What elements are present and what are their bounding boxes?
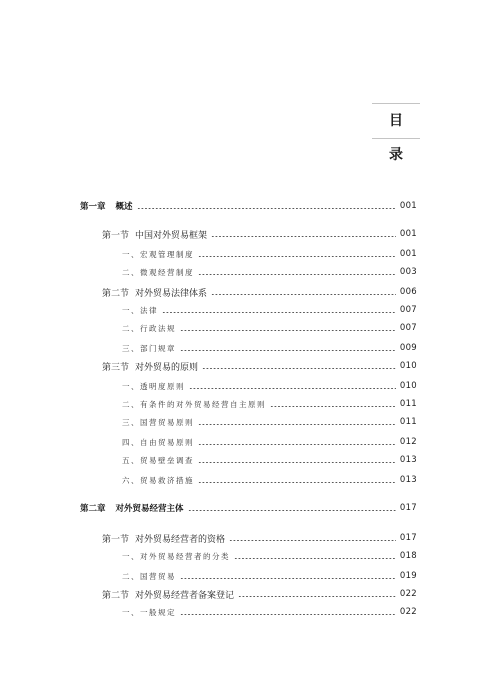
toc-page-number: 010 bbox=[399, 381, 417, 391]
toc-page-number: 001 bbox=[399, 229, 417, 239]
toc-entry-title: 对外贸易经营者的资格 bbox=[135, 534, 226, 545]
toc-page-number: 007 bbox=[399, 323, 417, 333]
toc-entry-label bbox=[122, 437, 194, 448]
toc-page-number: 010 bbox=[399, 361, 417, 371]
toc-entry-label bbox=[122, 607, 176, 618]
toc-page-number: 022 bbox=[399, 607, 417, 617]
toc-section-row[interactable] bbox=[102, 358, 417, 374]
toc-page-number: 017 bbox=[399, 503, 417, 513]
dot-leader bbox=[198, 482, 396, 483]
dot-leader bbox=[211, 236, 396, 237]
toc-entry-label bbox=[122, 343, 176, 354]
toc-entry-title: 对外贸易经营者备案登记 bbox=[135, 590, 235, 601]
toc-item-row[interactable] bbox=[122, 548, 417, 564]
toc-entry-label bbox=[122, 399, 266, 410]
toc-entry-label bbox=[122, 417, 194, 428]
toc-item-row[interactable] bbox=[122, 320, 417, 336]
toc-section-row[interactable] bbox=[102, 530, 417, 546]
toc-entry-title: 对外贸易的原则 bbox=[135, 362, 199, 373]
toc-entry-title: 对外贸易经营主体 bbox=[115, 504, 184, 514]
toc-page-number: 007 bbox=[399, 305, 417, 315]
toc-page-number: 006 bbox=[399, 287, 417, 297]
toc-page-number: 022 bbox=[399, 589, 417, 599]
dot-leader bbox=[234, 558, 396, 559]
toc-page-number: 017 bbox=[399, 533, 417, 543]
toc-item-row[interactable] bbox=[122, 264, 417, 280]
dot-leader bbox=[198, 462, 396, 463]
toc-item-row[interactable] bbox=[122, 302, 417, 318]
dot-leader bbox=[270, 406, 396, 407]
toc-entry-label bbox=[122, 475, 194, 486]
toc-entry-label bbox=[80, 200, 133, 212]
dot-leader bbox=[189, 388, 396, 389]
toc-item-row[interactable] bbox=[122, 340, 417, 356]
toc-item-row[interactable] bbox=[122, 378, 417, 394]
toc-entry-label bbox=[102, 286, 207, 299]
toc-entry-number: 第二节 bbox=[102, 590, 130, 601]
toc-entry-label bbox=[122, 551, 230, 562]
toc-page-number: 009 bbox=[399, 343, 417, 353]
toc-entry-label bbox=[102, 532, 225, 545]
toc-item-row[interactable] bbox=[122, 414, 417, 430]
toc-entry-title: 四、自由贸易原则 bbox=[122, 437, 194, 447]
toc-entry-label bbox=[122, 249, 194, 260]
toc-section-row[interactable] bbox=[102, 226, 417, 242]
toc-entry-number: 第一节 bbox=[102, 534, 130, 545]
toc-entry-title: 二、微观经营制度 bbox=[122, 267, 194, 277]
toc-entry-title: 对外贸易法律体系 bbox=[135, 288, 208, 299]
toc-item-row[interactable] bbox=[122, 472, 417, 488]
toc-entry-title: 一、法律 bbox=[122, 305, 158, 315]
toc-entry-label bbox=[122, 305, 158, 316]
toc-entry-label bbox=[80, 502, 184, 514]
toc-page-number: 018 bbox=[399, 551, 417, 561]
toc-chapter-row[interactable] bbox=[80, 500, 417, 516]
toc-entry-title: 二、有条件的对外贸易经营自主原则 bbox=[122, 399, 266, 409]
toc-entry-label bbox=[122, 323, 176, 334]
toc-page-number: 011 bbox=[399, 399, 417, 409]
toc-entry-title: 五、贸易壁垒调查 bbox=[122, 455, 194, 465]
dot-leader bbox=[180, 330, 396, 331]
toc-entry-title: 概述 bbox=[115, 202, 133, 212]
dot-leader bbox=[211, 294, 396, 295]
toc-entry-title: 一、一般规定 bbox=[122, 607, 176, 617]
dot-leader bbox=[180, 350, 396, 351]
toc-page-number: 019 bbox=[399, 571, 417, 581]
toc-page-number: 013 bbox=[399, 475, 417, 485]
dot-leader bbox=[198, 274, 396, 275]
toc-item-row[interactable] bbox=[122, 434, 417, 450]
dot-leader bbox=[198, 256, 396, 257]
toc-page-number: 001 bbox=[399, 201, 417, 211]
toc-page-number: 003 bbox=[399, 267, 417, 277]
dot-leader bbox=[180, 614, 396, 615]
toc-entry-label bbox=[122, 571, 176, 582]
dot-leader bbox=[162, 312, 396, 313]
dot-leader bbox=[198, 444, 396, 445]
toc-item-row[interactable] bbox=[122, 452, 417, 468]
toc-entry-label bbox=[122, 455, 194, 466]
toc-entry-label bbox=[122, 381, 185, 392]
toc-entry-label bbox=[102, 360, 198, 373]
dot-leader bbox=[202, 368, 396, 369]
toc-entry-number: 第二节 bbox=[102, 288, 130, 299]
toc-item-row[interactable] bbox=[122, 246, 417, 262]
toc-page-number: 012 bbox=[399, 437, 417, 447]
toc-entry-title: 六、贸易救济措施 bbox=[122, 475, 194, 485]
toc-item-row[interactable] bbox=[122, 396, 417, 412]
dot-leader bbox=[238, 596, 396, 597]
dot-leader bbox=[229, 540, 396, 541]
toc-entry-title: 中国对外贸易框架 bbox=[135, 230, 208, 241]
toc-entry-title: 一、对外贸易经营者的分类 bbox=[122, 551, 230, 561]
toc-entry-number: 第一章 bbox=[80, 202, 106, 212]
toc-entry-label bbox=[122, 267, 194, 278]
toc-page-number: 001 bbox=[399, 249, 417, 259]
toc-section-row[interactable] bbox=[102, 586, 417, 602]
page-title: 目 录 bbox=[389, 113, 437, 163]
toc-entry-label bbox=[102, 228, 207, 241]
toc-section-row[interactable] bbox=[102, 284, 417, 300]
toc-entry-title: 一、透明度原则 bbox=[122, 381, 185, 391]
dot-leader bbox=[137, 208, 396, 209]
toc-entry-title: 三、部门规章 bbox=[122, 343, 176, 353]
toc-item-row[interactable] bbox=[122, 604, 417, 620]
toc-entry-number: 第三节 bbox=[102, 362, 130, 373]
toc-entry-title: 一、宏观管理制度 bbox=[122, 249, 194, 259]
toc-entry-number: 第一节 bbox=[102, 230, 130, 241]
dot-leader bbox=[198, 424, 396, 425]
toc-entry-number: 第二章 bbox=[80, 504, 106, 514]
toc-entry-title: 二、国营贸易 bbox=[122, 571, 176, 581]
dot-leader bbox=[180, 578, 396, 579]
toc-page-number: 013 bbox=[399, 455, 417, 465]
dot-leader bbox=[188, 510, 396, 511]
toc-entry-title: 三、国营贸易原则 bbox=[122, 417, 194, 427]
toc-entry-label bbox=[102, 588, 234, 601]
toc-chapter-row[interactable] bbox=[80, 198, 417, 214]
toc-item-row[interactable] bbox=[122, 568, 417, 584]
toc-entry-title: 二、行政法规 bbox=[122, 323, 176, 333]
toc-page-number: 011 bbox=[399, 417, 417, 427]
